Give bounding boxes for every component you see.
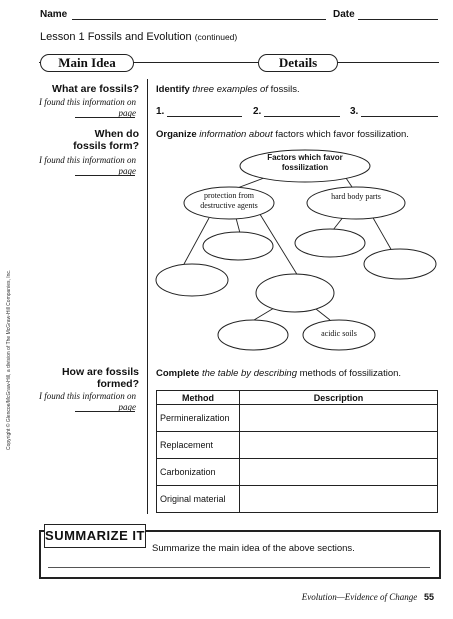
node-blank-4[interactable]: [156, 264, 228, 296]
node-blank-5[interactable]: [256, 274, 334, 312]
q2-line1: When do: [94, 128, 139, 140]
description-cell[interactable]: [240, 432, 438, 459]
summarize-prompt: Summarize the main idea of the above sections.: [152, 543, 355, 554]
node-blank-3[interactable]: [364, 249, 436, 279]
date-label: Date: [333, 9, 355, 20]
instruction-end: factors which favor fossilization.: [275, 129, 409, 140]
details-banner: Details: [258, 54, 338, 72]
footer-page-number: 55: [423, 592, 434, 602]
instruction-rest: the table by describing: [201, 368, 297, 379]
header-method: Method: [157, 391, 240, 405]
connector-bottom-b: [316, 309, 330, 320]
lesson-title-text: Lesson 1 Fossils and Evolution: [40, 31, 192, 43]
instruction-verb: Organize: [156, 129, 197, 140]
page-blank-3[interactable]: [75, 411, 135, 412]
instruction-identify: [156, 84, 300, 96]
node-blank-2[interactable]: [295, 229, 365, 257]
instruction-verb: Identify: [156, 84, 190, 95]
copyright-notice: Copyright © Glencoe/McGraw-Hill, a division of The McGraw-Hill Companies, Inc.: [6, 269, 12, 450]
q3-line2: formed?: [97, 378, 139, 390]
q2-line2: fossils form?: [73, 140, 139, 152]
question-how-are-fossils-formed: [40, 366, 139, 390]
question-when-do-fossils-form: [40, 128, 139, 152]
node-left-text: protection from destructive agents: [200, 191, 258, 210]
name-label: Name: [40, 9, 68, 20]
connector-right-b: [372, 216, 392, 251]
name-field[interactable]: [72, 19, 326, 20]
main-idea-banner: Main Idea: [40, 54, 134, 72]
method-cell: Carbonization: [157, 459, 240, 486]
found-info-3: I found this information on page: [38, 391, 136, 412]
date-field[interactable]: [358, 19, 438, 20]
table-row: [157, 432, 438, 459]
concept-map: [150, 143, 450, 358]
instruction-complete: [156, 368, 401, 380]
instruction-organize: [156, 129, 409, 141]
node-acidic-soils-text: acidic soils: [321, 329, 357, 338]
blank-label-2: 2.: [253, 106, 262, 117]
answer-blank-2[interactable]: [264, 116, 340, 117]
page-blank-2[interactable]: [75, 175, 135, 176]
blank-label-3: 3.: [350, 106, 359, 117]
node-center-text: Factors which favor fossilization: [267, 153, 343, 172]
node-right-text: hard body parts: [331, 192, 381, 201]
lesson-continued: (continued): [194, 32, 238, 42]
method-cell: Permineralization: [157, 405, 240, 432]
instruction-rest: information about: [199, 129, 273, 140]
found-info-2: I found this information on page: [38, 155, 136, 176]
page-blank-1[interactable]: [75, 117, 135, 118]
q3-line1: How are fossils: [61, 366, 139, 378]
instruction-rest: three examples of: [192, 84, 268, 95]
footer-book-title: Evolution—Evidence of Change: [301, 592, 418, 602]
table-row: [157, 486, 438, 513]
connector-bottom-a: [254, 308, 274, 320]
summarize-answer-line[interactable]: [48, 567, 430, 568]
column-divider: [147, 79, 148, 514]
question-what-are-fossils: What are fossils?: [52, 83, 139, 95]
answer-blank-1[interactable]: [167, 116, 242, 117]
found-info-1: I found this information on page: [38, 97, 136, 118]
lesson-title: [40, 31, 237, 43]
instruction-end: methods of fossilization.: [299, 368, 402, 379]
description-cell[interactable]: [240, 486, 438, 513]
table-header-row: [157, 391, 438, 405]
page-footer: [302, 592, 434, 602]
instruction-verb: Complete: [156, 368, 200, 379]
description-cell[interactable]: [240, 405, 438, 432]
table-row: [157, 405, 438, 432]
header-description: Description: [240, 391, 438, 405]
answer-blank-3[interactable]: [361, 116, 438, 117]
connector-left-b: [236, 218, 240, 233]
blank-label-1: 1.: [156, 106, 165, 117]
methods-table: [156, 390, 438, 513]
method-cell: Original material: [157, 486, 240, 513]
method-cell: Replacement: [157, 432, 240, 459]
table-row: [157, 459, 438, 486]
instruction-end: fossils.: [270, 84, 300, 95]
node-blank-6[interactable]: [218, 320, 288, 350]
summarize-title: SUMMARIZE IT: [44, 524, 146, 548]
description-cell[interactable]: [240, 459, 438, 486]
node-blank-1[interactable]: [203, 232, 273, 260]
